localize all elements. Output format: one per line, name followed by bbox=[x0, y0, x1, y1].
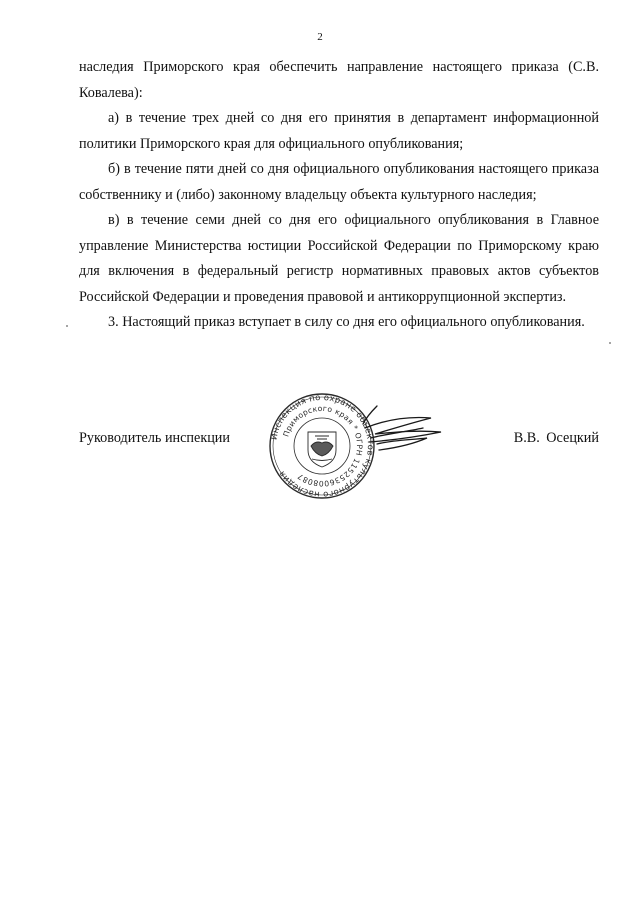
coat-of-arms-icon bbox=[308, 432, 336, 467]
signatory-name: В.В. Осецкий bbox=[513, 430, 599, 446]
svg-text:Инспекция по охране объектов к: Инспекция по охране объектов культурного наследия bbox=[268, 391, 377, 500]
official-stamp bbox=[245, 388, 445, 500]
scan-dot bbox=[609, 342, 611, 344]
paragraph-item-c: в) в течение семи дней со дня его официального опубликования в Главное управление Министерства юстиции Российской Федерации по Приморскому краю для включения в федеральный регистр нормативных правовых актов субъектов Российской Федерации и проведения правовой и антикоррупционной экспертиз. bbox=[79, 212, 599, 305]
signatory-position: Руководитель инспекции bbox=[79, 430, 230, 446]
document-body bbox=[79, 55, 599, 336]
page-number: 2 bbox=[317, 31, 323, 43]
paragraph-item-3: 3. Настоящий приказ вступает в силу со дня его официального опубликования. bbox=[108, 314, 585, 330]
svg-text:Приморского края * ОГРН 115253: Приморского края * ОГРН 1152536008087 bbox=[281, 403, 365, 489]
paragraph-item-b: б) в течение пяти дней со дня официального опубликования настоящего приказа собственнику и (либо) законному владельцу объекта культурного наследия; bbox=[79, 161, 599, 203]
paragraph-item-a: а) в течение трех дней со дня его принятия в департамент информационной политики Приморского края для официального опубликования; bbox=[79, 110, 599, 152]
scan-dot bbox=[66, 325, 68, 327]
paragraph-continuation: наследия Приморского края обеспечить направление настоящего приказа (С.В. Ковалева): bbox=[79, 59, 599, 101]
